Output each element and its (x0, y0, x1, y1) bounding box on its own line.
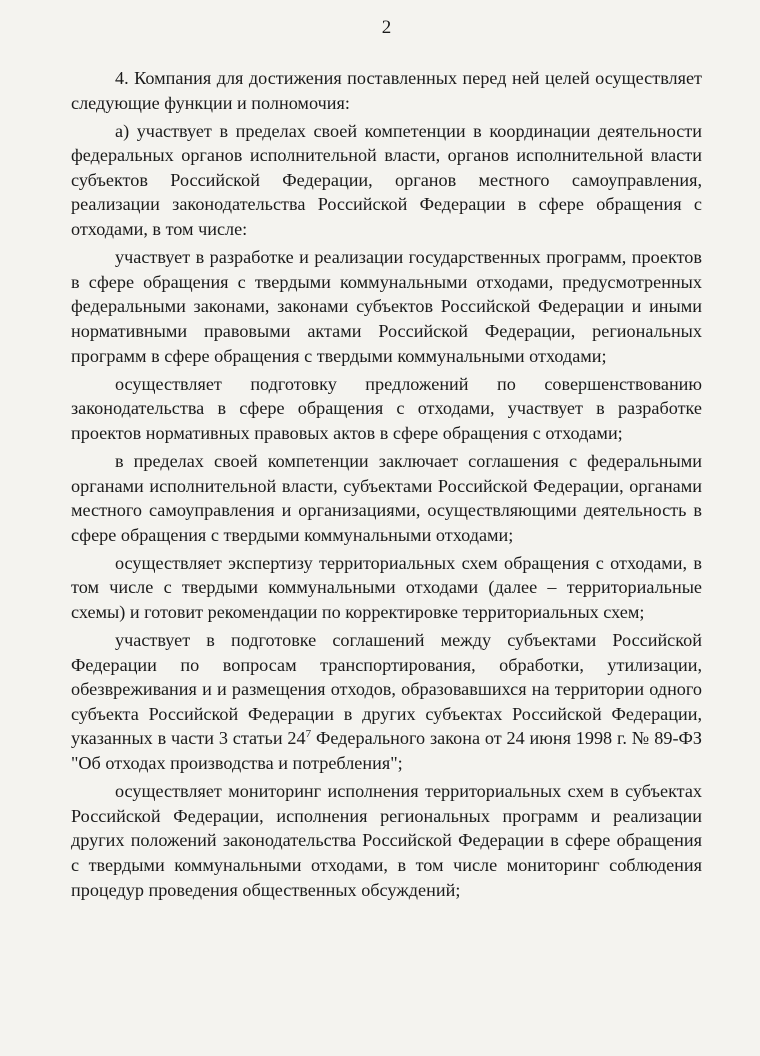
paragraph-interregional-text: участвует в подготовке соглашений между субъектами Российской Федерации по вопросам транспортирования, обработки, утилизации, обезвреживания и и размещения отходов, образовавшихся на территории одного субъекта Российской Федерации в других субъектах Российской Федерации, указанных в части 3 статьи 24 (71, 630, 702, 749)
paragraph-agreements: в пределах своей компетенции заключает соглашения с федеральными органами исполнительной власти, субъектами Российской Федерации, органами местного самоуправления и организациями, осуществляющими деятельность в сфере обращения с твердыми коммунальными отходами; (71, 450, 702, 545)
paragraph-item-4: 4. Компания для достижения поставленных перед ней целей осуществляет следующие функции и полномочия: (71, 68, 702, 113)
paragraph-monitoring: осуществляет мониторинг исполнения территориальных схем в субъектах Российской Федерации, исполнения региональных программ и реализации других положений законодательства Российской Федерации в сфере обращения с твердыми коммунальными отходами, в том числе мониторинг соблюдения процедур проведения общественных обсуждений; (71, 781, 702, 900)
paragraph-subitem-a: а) участвует в пределах своей компетенции в координации деятельности федеральных органов исполнительной власти, органов исполнительной власти субъектов Российской Федерации, органов местного самоуправления, реализации законодательства Российской Федерации в сфере обращения с отходами, в том числе: (71, 120, 702, 240)
article-superscript: 7 (305, 728, 312, 741)
paragraph-programs: участвует в разработке и реализации государственных программ, проектов в сфере обращения с твердыми коммунальными отходами, предусмотренных федеральными законами, законами субъектов Российской Федерации и иными нормативными правовыми актами Российской Федерации, региональных программ в сфере обращения с твердыми коммунальными отходами; (71, 247, 702, 366)
page-number: 2 (381, 17, 392, 38)
paragraph-legislation: осуществляет подготовку предложений по совершенствованию законодательства в сфере обращения с отходами, участвует в разработке проектов нормативных правовых актов в сфере обращения с отходами; (71, 373, 702, 443)
paragraph-expertise: осуществляет экспертизу территориальных схем обращения с отходами, в том числе с твердыми коммунальными отходами (далее – территориальные схемы) и готовит рекомендации по корректировке территориальных схем; (71, 552, 702, 622)
paragraph-interregional-tail: Федерального закона от 24 июня 1998 г. № 89-ФЗ "Об отходах производства и потребления"; (71, 728, 702, 774)
paragraph-interregional (71, 628, 702, 776)
